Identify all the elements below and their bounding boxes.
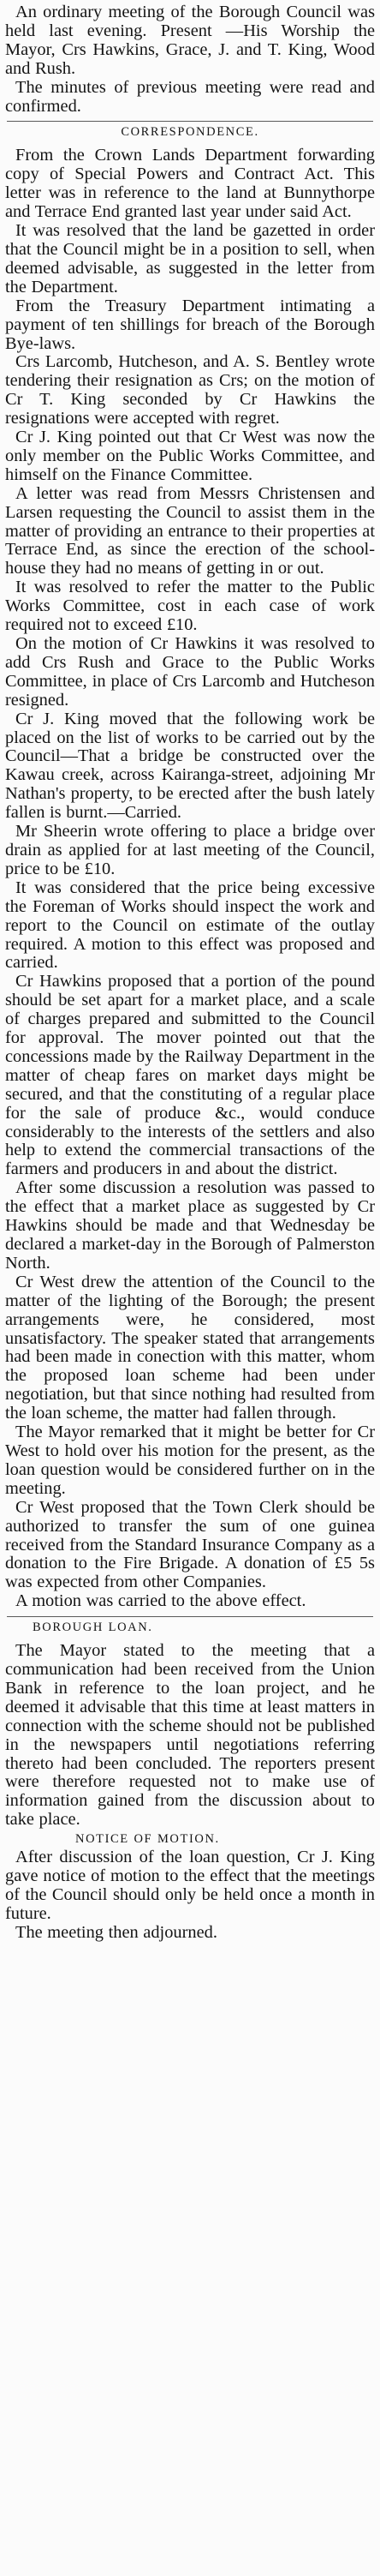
paragraph-motion-carried: A motion was carried to the above effect.	[15, 1591, 306, 1611]
heading-borough-loan: BOROUGH LOAN.	[33, 1620, 153, 1635]
paragraph-market-resolution: After some discussion a resolution was passed to the effect that a market place as suggested by Cr Hawkins should be made and that Wednesday be declared a market-day in the Borough of Palmerston North.	[5, 1178, 375, 1273]
paragraph-adjourned: The meeting then adjourned.	[15, 1922, 217, 1942]
paragraph-treasury: From the Treasury Department intimating a payment of ten shillings for breach of the Borough Bye-laws.	[5, 296, 375, 353]
paragraph-refer-works: It was resolved to refer the matter to the Public Works Committee, cost in each case of work required not to exceed £10.	[5, 578, 375, 635]
heading-correspondence: CORRESPONDENCE.	[121, 125, 259, 140]
paragraph-market-place-proposal: Cr Hawkins proposed that a portion of the pound should be set apart for a market place, and a scale of charges prepared and submitted to the Council for approval. The mover pointed out that the concessions made by the Railway Department in the matter of cheap fares on market days might be secured, and that the constituting of a regular place for the sale of produce &c., would conduce considerably to the interests of the settlers and also help to extend the commercial transactions of the farmers and producers in and about the district.	[5, 972, 375, 1179]
paragraph-add-committee: On the motion of Cr Hawkins it was resolved to add Crs Rush and Grace to the Public Works Committee, in place of Crs Larcomb and Hutcheson resigned.	[5, 634, 375, 710]
section-divider	[7, 121, 373, 122]
paragraph-committee-members: Cr J. King pointed out that Cr West was now the only member on the Public Works Committee, and himself on the Finance Committee.	[5, 428, 375, 484]
article-column	[5, 3, 375, 1943]
paragraph-land-gazetted: It was resolved that the land be gazetted in order that the Council might be in a position to sell, when deemed advisable, as suggested in the letter from the Department.	[5, 221, 375, 297]
paragraph-price-excessive: It was considered that the price being excessive the Foreman of Works should inspect the work and report to the Council on estimate of the outlay required. A motion to this effect was proposed and carried.	[5, 878, 375, 973]
paragraph-crown-lands: From the Crown Lands Department forwarding copy of Special Powers and Contract Act. This letter was in reference to the land at Bunnythorpe and Terrace End granted last year under said Act.	[5, 146, 375, 222]
paragraph-christensen-letter: A letter was read from Messrs Christensen and Larsen requesting the Council to assist them in the matter of providing an entrance to their properties at Terrace End, as since the erection of the school-house they had no means of getting in or out.	[5, 483, 375, 578]
paragraph-union-bank: The Mayor stated to the meeting that a communication had been received from the Union Bank in reference to the loan project, and he deemed it advisable that this time at least matters in connection with the scheme should not be published in the newspapers until negotiations referring thereto had been concluded. The reporters present were therefore requested not to make use of information gained from the discussion about to take place.	[5, 1641, 375, 1830]
paragraph-sheerin-offer: Mr Sheerin wrote offering to place a bridge over drain as applied for at last meeting of the Council, price to be £10.	[5, 822, 375, 878]
paragraph-fire-brigade: Cr West proposed that the Town Clerk should be authorized to transfer the sum of one guinea received from the Standard Insurance Company as a donation to the Fire Brigade. A donation of £5 5s was expected from other Companies.	[5, 1497, 375, 1592]
paragraph-minutes: The minutes of previous meeting were read and confirmed.	[5, 77, 375, 116]
paragraph-notice-of-motion: After discussion of the loan question, Cr J. King gave notice of motion to the effect that the meetings of the Council should only be held once a month in future.	[5, 1848, 375, 1923]
section-divider	[7, 1616, 373, 1617]
paragraph-resignations: Crs Larcomb, Hutcheson, and A. S. Bentley wrote tendering their resignation as Crs; on the motion of Cr T. King seconded by Cr Hawkins the resignations were accepted with regret.	[5, 352, 375, 428]
paragraph-bridge-motion: Cr J. King moved that the following work be placed on the list of works to be carried out by the Council—That a bridge be constructed over the Kawau creek, across Kairanga-street, adjoining Mr Nathan's property, to be erected after the bush lately fallen is burnt.—Carried.	[5, 709, 375, 823]
paragraph-mayor-remark: The Mayor remarked that it might be better for Cr West to hold over his motion for the present, as the loan question would be considered further on in the meeting.	[5, 1423, 375, 1498]
paragraph-meeting-opening: An ordinary meeting of the Borough Council was held last evening. Present —His Worship the Mayor, Crs Hawkins, Grace, J. and T. King, Wood and Rush.	[5, 3, 375, 78]
heading-notice-of-motion: NOTICE OF MOTION.	[75, 1832, 220, 1847]
paragraph-lighting: Cr West drew the attention of the Council to the matter of the lighting of the Borough; the present arrangements were, he considered, most unsatisfactory. The speaker stated that arrangements had been made in conection with this matter, whom the proposed loan scheme had been under negotiation, but that since nothing had resulted from the loan scheme, the matter had fallen through.	[5, 1272, 375, 1423]
